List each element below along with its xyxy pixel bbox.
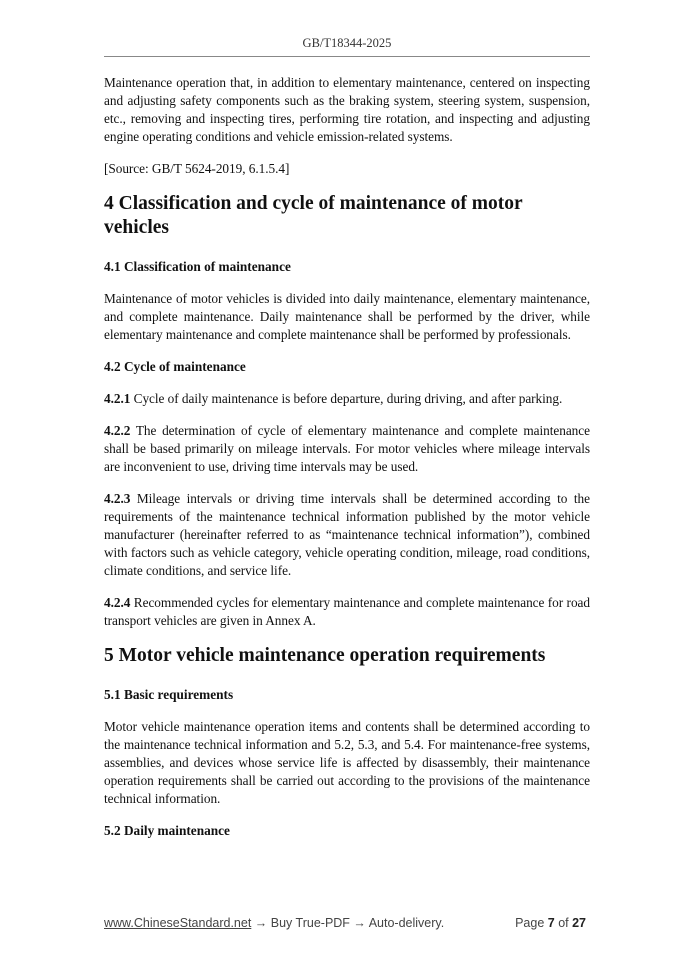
subsection-4-1-text: Maintenance of motor vehicles is divided into daily maintenance, elementary maintenance, and complete maintenance. Daily maintenance shall be performed by the driver, while elementary maintenance and complete maintenance shall be performed by professionals.	[104, 291, 590, 342]
clause-text: Cycle of daily maintenance is before departure, during driving, and after parking.	[130, 391, 563, 406]
clause-text: Recommended cycles for elementary maintenance and complete maintenance for road transport vehicles are given in Annex A.	[104, 595, 590, 628]
document-code: GB/T18344-2025	[302, 36, 392, 50]
clause-number: 4.2.2	[104, 423, 131, 438]
page-number	[515, 916, 586, 930]
clause-text: Mileage intervals or driving time intervals shall be determined according to the requirements of the maintenance technical information published by the motor vehicle manufacturer (hereinafter referred to as “maintenance technical information”), combined with factors such as vehicle category, vehicle operating condition, mileage, road conditions, climate conditions, and service life.	[104, 491, 590, 578]
section-4-heading: 4 Classification and cycle of maintenance of motor vehicles	[104, 193, 523, 238]
source-note: [Source: GB/T 5624-2019, 6.1.5.4]	[104, 161, 290, 176]
subsection-5-1-text: Motor vehicle maintenance operation items and contents shall be determined according to the maintenance technical information and 5.2, 5.3, and 5.4. For maintenance-free systems, assemblies, and devices whose service life is affected by disassembly, their maintenance operation requirements shall be carried out according to the provisions of the maintenance technical information.	[104, 719, 590, 806]
header-divider	[104, 56, 590, 57]
subsection-4-2-heading: 4.2 Cycle of maintenance	[104, 359, 246, 374]
footer-promo	[104, 916, 444, 930]
clause-4-2-2	[104, 422, 590, 476]
clause-4-2-4	[104, 594, 590, 630]
page-of: of	[554, 916, 573, 930]
clause-number: 4.2.3	[104, 491, 131, 506]
footer-tagline: → Buy True-PDF → Auto-delivery.	[251, 916, 445, 930]
section-5-heading: 5 Motor vehicle maintenance operation requirements	[104, 645, 546, 666]
subsection-5-2-heading: 5.2 Daily maintenance	[104, 823, 230, 838]
site-link[interactable]: www.ChineseStandard.net	[104, 916, 252, 930]
page-word: Page	[515, 916, 548, 930]
page-current: 7	[547, 916, 555, 930]
subsection-4-1-heading: 4.1 Classification of maintenance	[104, 259, 291, 274]
page-content	[104, 74, 590, 854]
subsection-5-1-heading: 5.1 Basic requirements	[104, 687, 234, 702]
clause-text: The determination of cycle of elementary maintenance and complete maintenance shall be based primarily on mileage intervals. For motor vehicles where mileage intervals are inconvenient to use, driving time intervals may be used.	[104, 423, 590, 474]
page-total: 27	[572, 916, 586, 930]
page-footer	[104, 916, 590, 936]
intro-paragraph: Maintenance operation that, in addition to elementary maintenance, centered on inspecting and adjusting safety components such as the braking system, steering system, suspension, etc., removing and inspecting tires, performing tire rotation, and inspecting and adjusting engine operating conditions and vehicle emission-related systems.	[104, 75, 590, 144]
page-header	[104, 36, 590, 51]
clause-number: 4.2.1	[104, 391, 131, 406]
clause-number: 4.2.4	[104, 595, 131, 610]
clause-4-2-1	[104, 390, 590, 408]
clause-4-2-3	[104, 490, 590, 580]
